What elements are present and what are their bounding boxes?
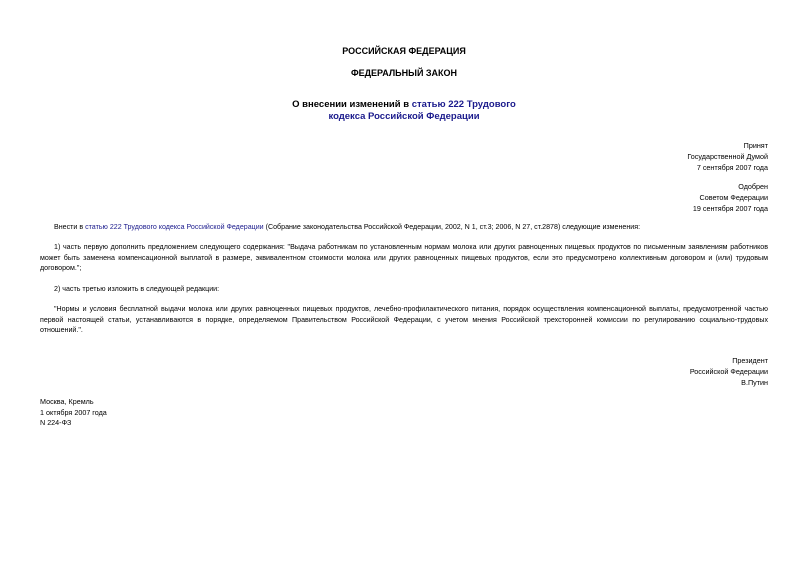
approval-block: [693, 181, 768, 214]
quote-paragraph: [40, 304, 768, 336]
intro-suffix: (Собрание законодательства Российской Федерации, 2002, N 1, ст.3; 2006, N 27, ст.2878) следующие изменения:: [263, 223, 641, 231]
law-number: N 224-ФЗ: [40, 418, 72, 427]
country-heading: РОССИЙСКАЯ ФЕДЕРАЦИЯ: [342, 46, 466, 56]
approved-label: Одобрен: [738, 182, 768, 191]
signature-name: В.Путин: [741, 378, 768, 387]
place-date-block: [40, 397, 107, 429]
intro-paragraph: [40, 222, 768, 233]
place: Москва, Кремль: [40, 397, 94, 406]
signature-title: Президент: [732, 356, 768, 365]
item2-paragraph: [40, 284, 768, 295]
quote-text: "Нормы и условия бесплатной выдачи молока или других равноценных пищевых продуктов, лечебно-профилактического питания, порядок осуществления компенсационной выплаты, предусмотренной частью первой настоящей статьи, устанавливаются в порядке, определяемом Правительством Российской Федерации, с учетом мнения Российской трехсторонней комиссии по регулированию социально-трудовых отношений.".: [40, 305, 768, 334]
document-page: [40, 0, 768, 571]
approved-date: 19 сентября 2007 года: [692, 204, 768, 213]
signing-date: 1 октября 2007 года: [40, 407, 107, 417]
title-link-line2[interactable]: кодекса Российской Федерации: [328, 111, 480, 122]
signature-country: Российской Федерации: [689, 367, 768, 376]
document-title: [40, 99, 768, 123]
adopted-label: Принят: [743, 141, 768, 150]
adopted-date: 7 сентября 2007 года: [696, 163, 768, 172]
item1-paragraph: [40, 242, 768, 274]
adopted-body: Государственной Думой: [687, 152, 768, 161]
item2-text: 2) часть третью изложить в следующей редакции:: [54, 285, 220, 293]
intro-article-link[interactable]: статью 222 Трудового кодекса Российской Федерации: [85, 223, 264, 231]
intro-prefix: Внести в: [54, 223, 86, 231]
item1-text: 1) часть первую дополнить предложением следующего содержания: "Выдача работникам по установленным нормам молока или других равноценных пищевых продуктов по письменным заявлениям работников может быть заменена компенсационной выплатой в размере, эквивалентном стоимости молока или других равноценных пищевых продуктов, если это предусмотрено коллективным договором и (или) трудовым договором.";: [40, 243, 768, 272]
title-prefix: О внесении изменений в: [292, 99, 412, 110]
approved-body: Советом Федерации: [699, 193, 768, 202]
doc-type-heading: ФЕДЕРАЛЬНЫЙ ЗАКОН: [350, 68, 458, 78]
title-link-line1[interactable]: статью 222 Трудового: [411, 99, 516, 110]
signature-block: [690, 355, 768, 388]
adoption-block: [687, 140, 768, 173]
